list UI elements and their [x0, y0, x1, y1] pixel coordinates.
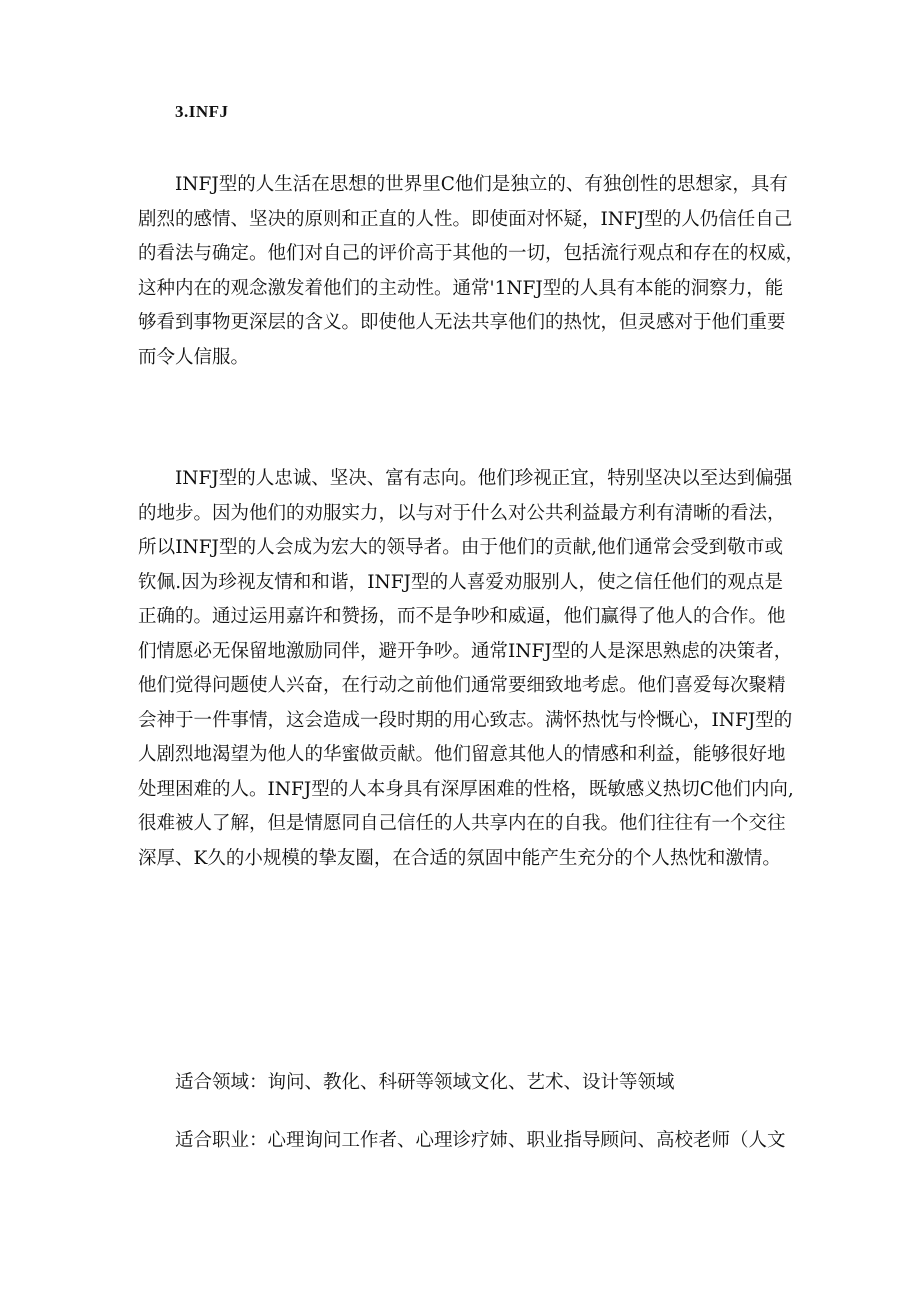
suitable-jobs: 适合职业：心理询问工作者、心理诊疗姉、职业指导顾问、高校老师（人文 — [175, 1130, 786, 1151]
text-line: 的看法与确定。他们对自己的评价高于其他的一切，包括流行观点和存在的权威， — [138, 243, 805, 264]
paragraph-traits — [138, 462, 794, 876]
section-heading: 3.INFJ — [175, 102, 229, 121]
text-line: 深厚、K久的小规模的挚友圈，在合适的氛固中能产生充分的个人热忱和激情。 — [138, 847, 781, 869]
paragraph-overview — [138, 168, 805, 375]
text-line: 人剧烈地渴望为他人的华蜜做贡献。他们留意其他人的情感和利益，能够很好地 — [138, 744, 786, 765]
text-line: 够看到事物更深层的含义。即使他人无法共享他们的热忱，但灵感对于他们重要 — [138, 312, 786, 333]
text-line: 的地步。因为他们的劝服实力，以与对于什么对公共利益最方利有清晰的看法， — [138, 502, 786, 524]
text-line: INFJ型的人忠诚、坚决、富有志向。他们珍视正宜，特别坚决以至达到偏强 — [175, 468, 793, 489]
text-line: 而令人信服。 — [138, 346, 250, 368]
text-line: 处理困难的人。INFJ型的人本身具有深厚困难的性格，既敏感义热切C他们内向, — [138, 778, 794, 800]
text-line: 剧烈的感情、坚决的原则和正直的人性。即使面对怀疑，INFJ型的人仍信任自己 — [138, 208, 793, 230]
text-line: 这种内在的观念激发着他们的主动性。通常'1NFJ型的人具有本能的洞察力，能 — [138, 277, 784, 299]
text-line: 他们觉得问题使人兴奋，在行动之前他们通常要细致地考虑。他们喜爱每次聚精 — [138, 675, 786, 696]
text-line: 正确的。通过运用嘉许和赞扬，而不是争吵和威逼，他们赢得了他人的合作。他 — [138, 606, 786, 627]
text-line: 所以INFJ型的人会成为宏大的领导者。由于他们的贡献,他们通常会受到敬市或 — [138, 537, 783, 558]
text-line: 钦佩.因为珍视友情和和谐，INFJ型的人喜爱劝服别人，使之信任他们的观点是 — [138, 571, 783, 593]
suitable-fields: 适合领域：询问、教化、科研等领域文化、艺术、设计等领域 — [175, 1072, 675, 1093]
text-line: 们情愿必无保留地激励同伴，避开争吵。通常INFJ型的人是深思熟虑的决策者， — [138, 640, 793, 662]
text-line: 会神于一件事情，这会造成一段时期的用心致志。满怀热忱与怜慨心，INFJ型的 — [138, 709, 793, 731]
text-line: 很难被人了解，但是情愿同自己信任的人共享内在的自我。他们往往有一个交往 — [138, 813, 786, 834]
text-line: INFJ型的人生活在思想的世界里C他们是独立的、有独创性的思想家，具有 — [175, 174, 788, 195]
